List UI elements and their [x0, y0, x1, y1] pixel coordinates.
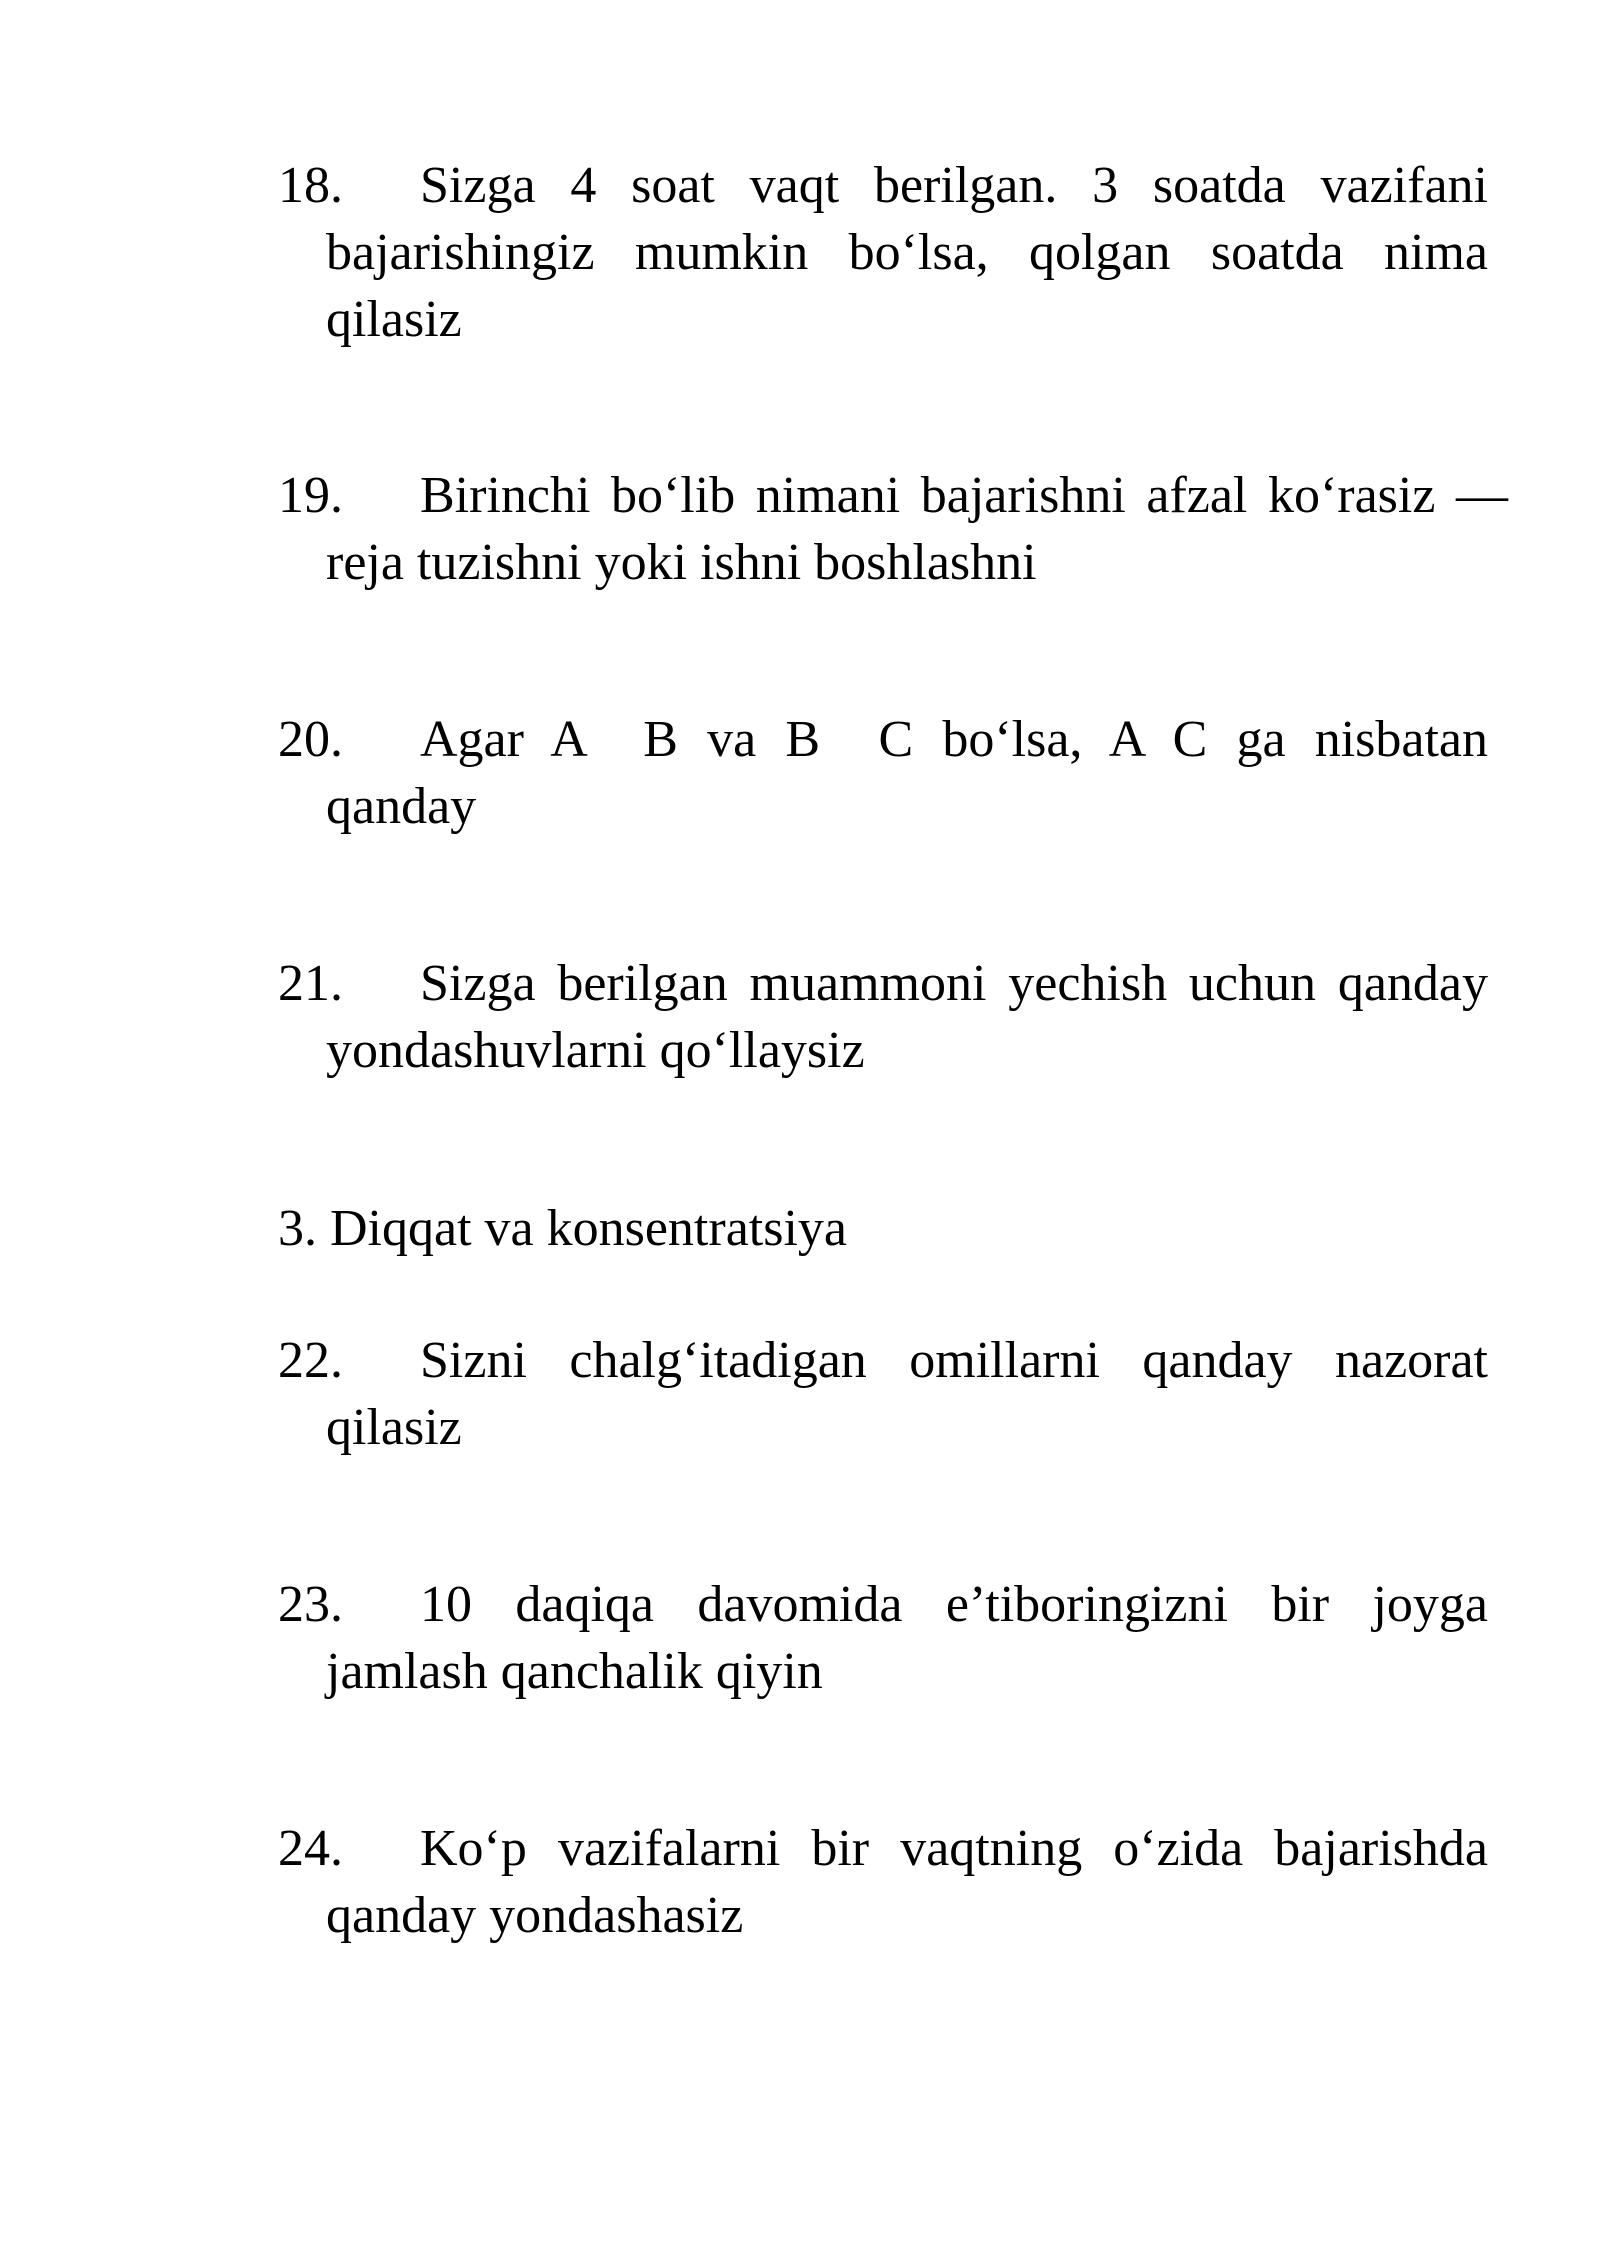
question-text-line: qanday yondashasiz [326, 1887, 744, 1944]
question-text-line: Sizni chalg‘itadigan omillarni qanday nazorat [420, 1332, 1488, 1389]
question-text-line: Agar A B va B C bo‘lsa, A C ga nisbatan [420, 711, 1488, 768]
question-text-line: yondashuvlarni qo‘llaysiz [326, 1022, 865, 1079]
question-text-line: Sizga berilgan muammoni yechish uchun qanday [420, 955, 1488, 1012]
question-text-line: 10 daqiqa davomida e’tiboringizni bir joyga [420, 1576, 1488, 1633]
question-text-line: jamlash qanchalik qiyin [326, 1643, 823, 1700]
question-20 [278, 706, 1488, 840]
question-first-line: 24. Ko‘p vazifalarni bir vaqtning o‘zida bajarishda [278, 1820, 1488, 1877]
question-text-line: reja tuzishni yoki ishni boshlashni [326, 534, 1037, 591]
question-22 [278, 1327, 1488, 1461]
section-heading: 3. Diqqat va konsentratsiya [278, 1200, 847, 1257]
question-23 [278, 1571, 1488, 1705]
question-first-line: 20. Agar A B va B C bo‘lsa, A C ga nisbatan [278, 711, 1488, 768]
question-first-line: 23. 10 daqiqa davomida e’tiboringizni bir joyga [278, 1576, 1488, 1633]
question-text-line: qanday [326, 778, 477, 835]
question-text-line: Birinchi bo‘lib nimani bajarishni afzal ko‘rasiz — [420, 467, 1508, 524]
question-text-line: qilasiz [326, 1399, 462, 1456]
question-text-line: qilasiz [326, 291, 462, 348]
question-text-line: bajarishingiz mumkin bo‘lsa, qolgan soatda nima [326, 224, 1488, 281]
question-21 [278, 950, 1488, 1084]
question-text-line: Sizga 4 soat vaqt berilgan. 3 soatda vazifani [420, 157, 1488, 214]
question-24 [278, 1815, 1488, 1949]
question-first-line: 19. Birinchi bo‘lib nimani bajarishni afzal ko‘rasiz — [278, 467, 1508, 524]
question-first-line: 18. Sizga 4 soat vaqt berilgan. 3 soatda vazifani [278, 157, 1488, 214]
question-first-line: 22. Sizni chalg‘itadigan omillarni qanday nazorat [278, 1332, 1488, 1389]
question-18 [278, 152, 1488, 353]
question-first-line: 21. Sizga berilgan muammoni yechish uchun qanday [278, 955, 1488, 1012]
question-text-line: Ko‘p vazifalarni bir vaqtning o‘zida bajarishda [420, 1820, 1488, 1877]
question-19 [278, 462, 1508, 596]
